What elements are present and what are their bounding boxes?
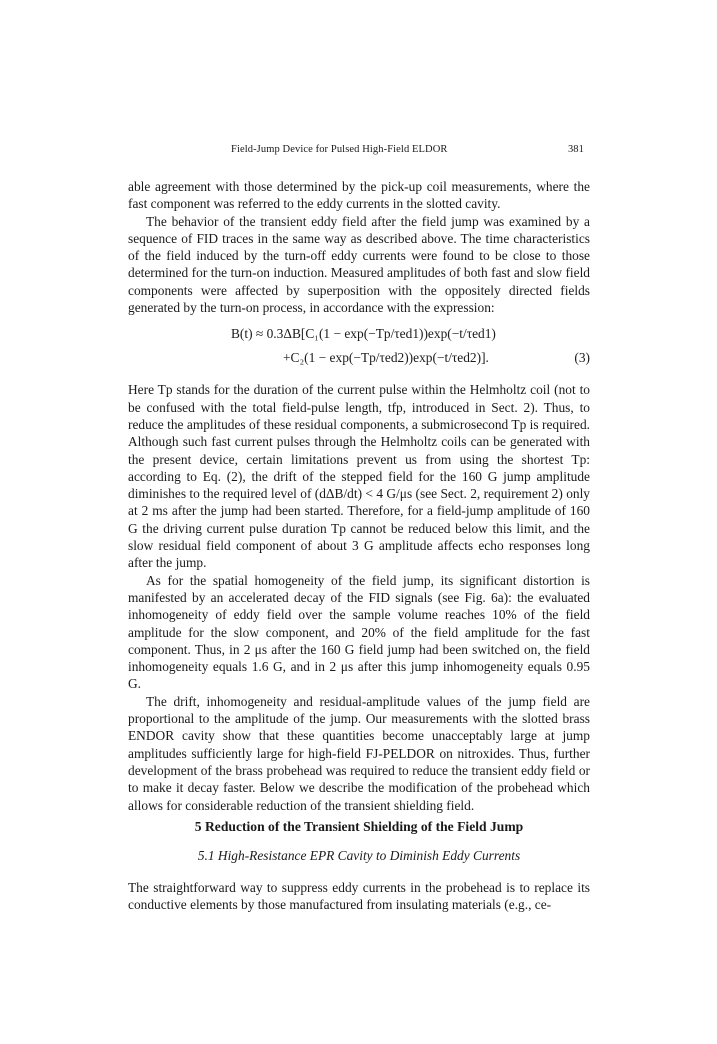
- paragraph-pulse-duration: Here Tp stands for the duration of the current pulse within the Helmholtz coil (not to be confused with the total field-pulse length, tfp, introduced in Sect. 2). Thus, to reduce the amplitudes of these residual components, a submicrosecond Tp is required. Although such fast current pulses through the Helmholtz coils can be generated with the present device, certain limitations prevent us from using the shortest Tp: according to Eq. (2), the drift of the stepped field for the 160 G jump amplitude diminishes to the required level of (dΔB/dt) < 4 G/μs (see Sect. 2, requirement 2) only at 2 ms after the jump had been started. Therefore, for a field-jump amplitude of 160 G the driving current pulse duration Tp cannot be reduced below this limit, and the slow residual field component of about 3 G amplitude affects echo responses long after the jump.: [128, 382, 590, 571]
- body-text: [128, 178, 590, 814]
- equation-line-1: B(t) ≈ 0.3ΔB[C₁(1 − exp(−Tp/τed1))exp(−t/τed1): [231, 326, 496, 342]
- running-title: Field-Jump Device for Pulsed High-Field ELDOR: [231, 144, 448, 155]
- subsection-heading: 5.1 High-Resistance EPR Cavity to Diminish Eddy Currents: [197, 848, 521, 863]
- paragraph-eddy-suppression: The straightforward way to suppress eddy currents in the probehead is to replace its conductive elements by those manufactured from insulating materials (e.g., ce-: [128, 880, 590, 913]
- paragraph-continuation: able agreement with those determined by the pick-up coil measurements, where the fast component was referred to the eddy currents in the slotted cavity.: [128, 179, 590, 212]
- section-heading: 5 Reduction of the Transient Shielding of the Field Jump: [194, 819, 524, 834]
- equation-number: (3): [574, 350, 590, 366]
- paragraph-transient-eddy: The behavior of the transient eddy field after the field jump was examined by a sequence of FID traces in the same way as described above. The time characteristics of the field induced by the turn-off eddy currents were found to be close to those determined for the turn-on induction. Measured amplitudes of both fast and slow field components were affected by superposition with the oppositely directed fields generated by the turn-on process, in accordance with the expression:: [128, 213, 590, 316]
- equation-3: [128, 325, 590, 373]
- page-number: 381: [567, 144, 584, 155]
- equation-line-2: +C₂(1 − exp(−Tp/τed2))exp(−t/τed2)].: [283, 350, 489, 366]
- paragraph-spatial-homogeneity: As for the spatial homogeneity of the field jump, its significant distortion is manifested by an accelerated decay of the FID signals (see Fig. 6a): the evaluated inhomogeneity of eddy field over the sample volume reaches 10% of the field amplitude for the slow component, and 20% of the field amplitude for the fast component. Thus, in 2 μs after the 160 G field jump had been switched on, the field inhomogeneity equals 1.6 G, and in 2 μs after this jump inhomogeneity equals 0.95 G.: [128, 572, 590, 692]
- paragraph-drift-inhomogeneity: The drift, inhomogeneity and residual-amplitude values of the jump field are proportional to the amplitude of the jump. Our measurements with the slotted brass ENDOR cavity show that these quantities become unacceptably large at jump amplitudes sufficiently large for high-field FJ-PELDOR on nitroxides. Thus, further development of the brass probehead was required to reduce the transient eddy field or to make it decay faster. Below we describe the modification of the probehead which allows for considerable reduction of the transient shielding field.: [128, 693, 590, 813]
